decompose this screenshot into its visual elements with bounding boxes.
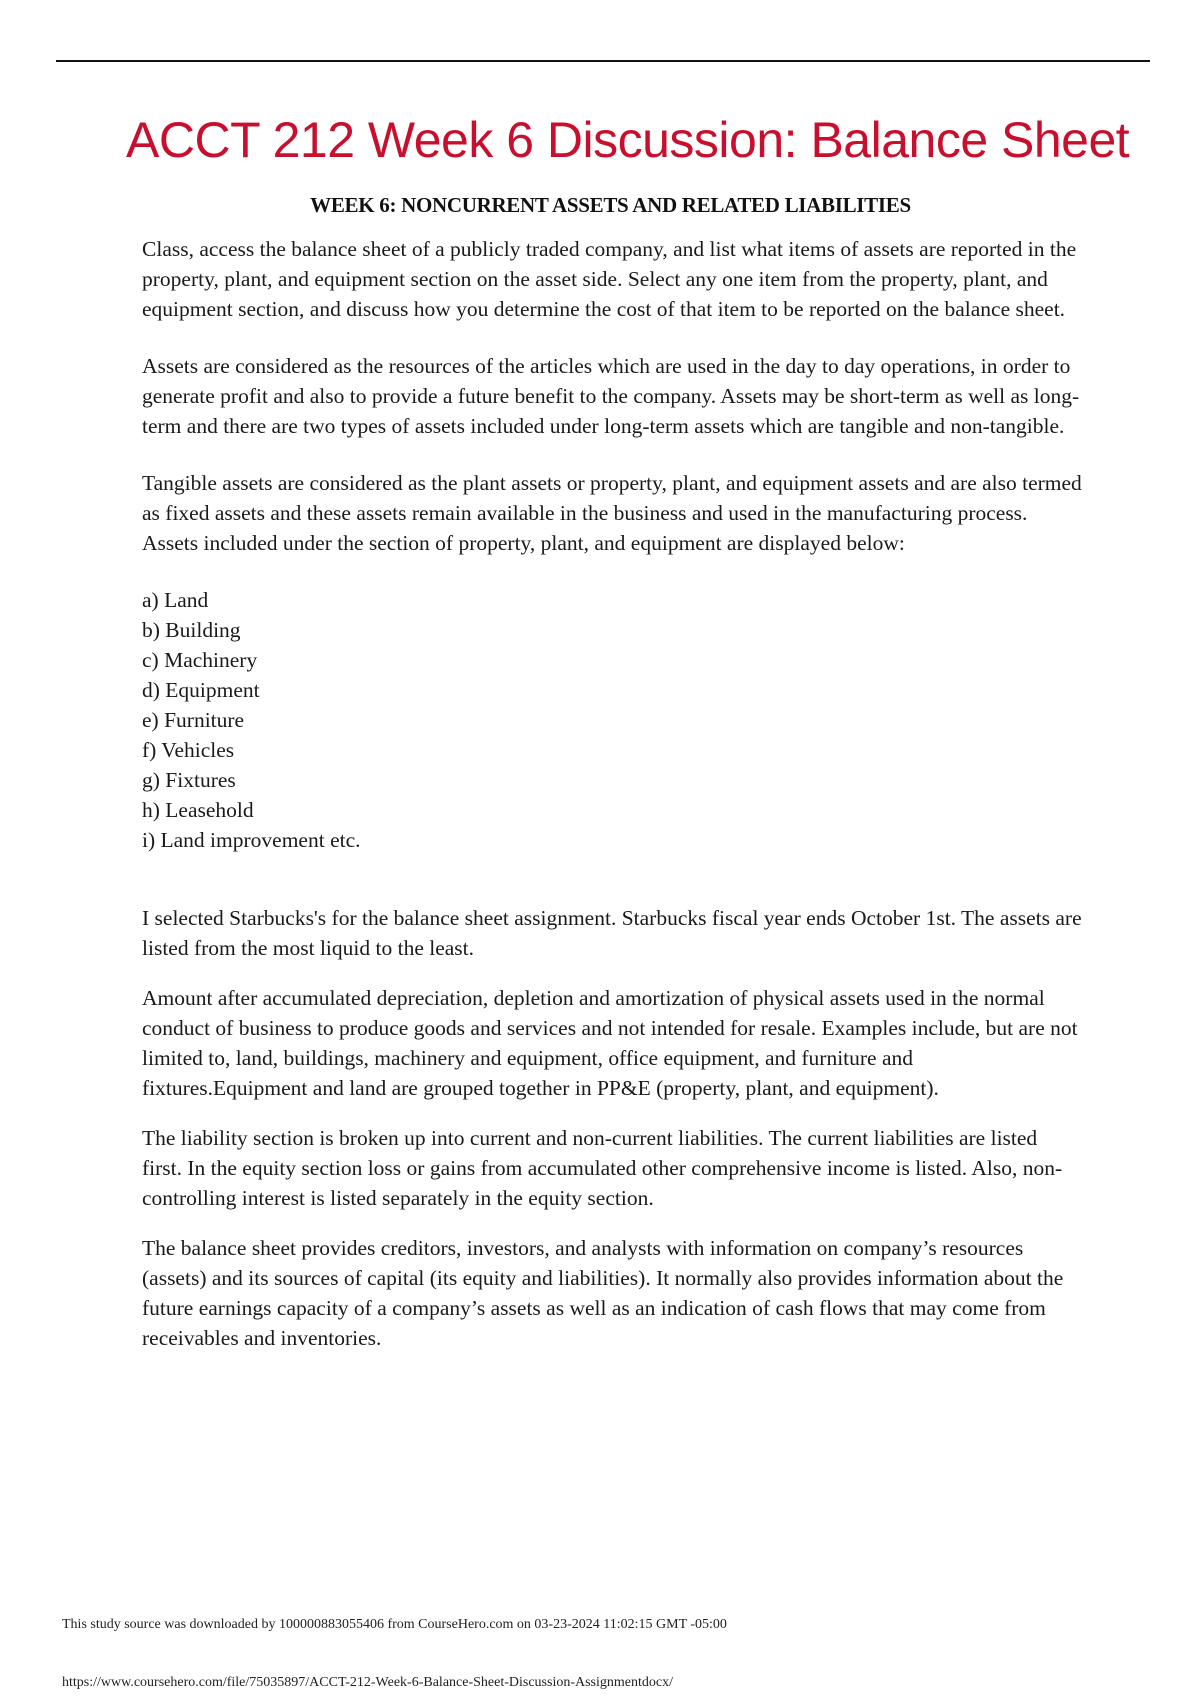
document-body — [142, 234, 1082, 1373]
paragraph-tangible-assets: Tangible assets are considered as the plant assets or property, plant, and equipment assets and are also termed as fixed assets and these assets remain available in the business and used in the manufacturing process. Assets included under the section of property, plant, and equipment are displayed below: — [142, 471, 1082, 555]
document-title: ACCT 212 Week 6 Discussion: Balance Sheet — [126, 112, 1130, 168]
ppe-asset-list — [142, 585, 1082, 855]
paragraph-starbucks: I selected Starbucks's for the balance sheet assignment. Starbucks fiscal year ends October 1st. The assets are listed from the most liquid to the least. — [142, 906, 1082, 960]
list-item: b) Building — [142, 618, 241, 642]
paragraph-balance-sheet-purpose: The balance sheet provides creditors, investors, and analysts with information on company’s resources (assets) and its sources of capital (its equity and liabilities). It normally also provides information about the future earnings capacity of a company’s assets as well as an indication of cash flows that may come from receivables and inventories. — [142, 1236, 1064, 1350]
source-url-link[interactable]: https://www.coursehero.com/file/75035897/ACCT-212-Week-6-Balance-Sheet-Discussion-Assignmentdocx/ — [62, 1675, 673, 1690]
list-item: f) Vehicles — [142, 738, 235, 762]
download-notice: This study source was downloaded by 100000883055406 from CourseHero.com on 03-23-2024 11:02:15 GMT -05:00 — [62, 1617, 727, 1632]
list-item: g) Fixtures — [142, 768, 236, 792]
list-item: a) Land — [142, 588, 209, 612]
document-subtitle: WEEK 6: NONCURRENT ASSETS AND RELATED LIABILITIES — [310, 193, 911, 217]
paragraph-liabilities: The liability section is broken up into current and non-current liabilities. The current liabilities are listed first. In the equity section loss or gains from accumulated other comprehensive income is listed. Also, non-controlling interest is listed separately in the equity section. — [142, 1126, 1063, 1210]
list-item: c) Machinery — [142, 648, 258, 672]
top-rule-divider — [56, 60, 1150, 62]
list-spacer — [142, 855, 1082, 903]
list-item: d) Equipment — [142, 678, 260, 702]
paragraph-prompt: Class, access the balance sheet of a publicly traded company, and list what items of assets are reported in the property, plant, and equipment section on the asset side. Select any one item from the property, plant, and equipment section, and discuss how you determine the cost of that item to be reported on the balance sheet. — [142, 237, 1077, 321]
list-item: i) Land improvement etc. — [142, 828, 361, 852]
paragraph-ppe-definition: Amount after accumulated depreciation, depletion and amortization of physical assets used in the normal conduct of business to produce goods and services and not intended for resale. Examples include, but are not limited to, land, buildings, machinery and equipment, office equipment, and furniture and fixtures.Equipment and land are grouped together in PP&E (property, plant, and equipment). — [142, 986, 1078, 1100]
list-item: h) Leasehold — [142, 798, 254, 822]
paragraph-assets-definition: Assets are considered as the resources of the articles which are used in the day to day operations, in order to generate profit and also to provide a future benefit to the company. Assets may be short-term as well as long-term and there are two types of assets included under long-term assets which are tangible and non-tangible. — [142, 354, 1080, 438]
list-item: e) Furniture — [142, 708, 245, 732]
